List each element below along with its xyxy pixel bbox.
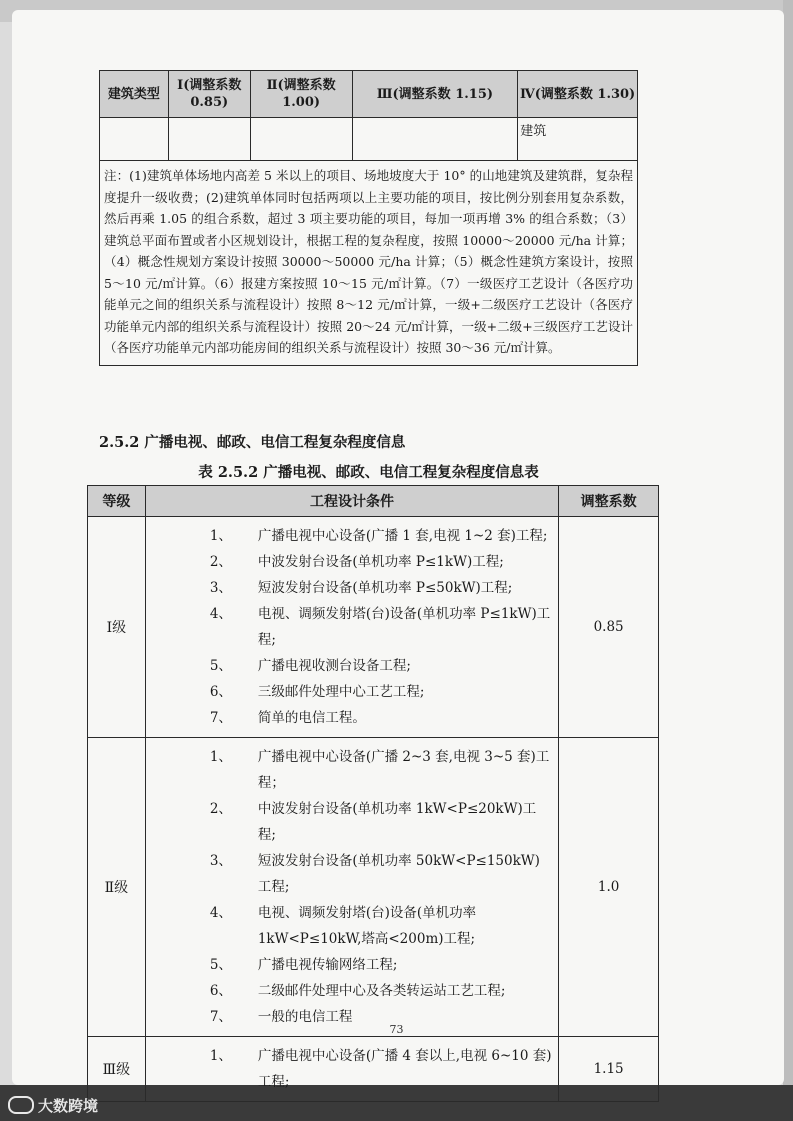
watermark-logo-icon — [8, 1096, 34, 1114]
item-text: 简单的电信工程。 — [257, 710, 366, 726]
item-number: 7、 — [209, 1009, 232, 1025]
list-item — [146, 796, 558, 848]
item-number: 2、 — [209, 801, 232, 817]
item-text: 三级邮件处理中心工艺工程; — [257, 684, 425, 700]
table-cell — [352, 118, 518, 161]
header-grade: 等级 — [88, 486, 146, 517]
header-grade-4: Ⅳ(调整系数 1.30) — [518, 71, 638, 118]
condition-list-cell — [145, 1037, 558, 1102]
list-item — [146, 679, 558, 705]
item-text: 电视、调频发射塔(台)设备(单机功率 P≤1kW)工程; — [257, 606, 551, 648]
item-text: 广播电视中心设备(广播 2~3 套,电视 3~5 套)工程； — [257, 749, 550, 791]
list-item — [146, 549, 558, 575]
item-text: 短波发射台设备(单机功率 P≤50kW)工程; — [257, 580, 513, 596]
grade-row — [88, 738, 659, 1037]
item-number: 6、 — [209, 684, 232, 700]
note-row — [100, 161, 638, 366]
header-conditions: 工程设计条件 — [145, 486, 558, 517]
page-number: 73 — [389, 1023, 404, 1036]
watermark — [8, 1095, 98, 1116]
list-item — [146, 601, 558, 653]
list-item — [146, 952, 558, 978]
grade-row — [88, 1037, 659, 1102]
condition-list — [146, 517, 558, 737]
condition-list-cell — [145, 517, 558, 738]
grade-label: Ⅲ级 — [88, 1037, 146, 1102]
coefficient-value: 1.15 — [559, 1037, 659, 1102]
item-number: 1、 — [209, 1048, 232, 1064]
coefficient-value: 1.0 — [559, 738, 659, 1037]
watermark-text: 大数跨境 — [38, 1097, 99, 1115]
header-coefficient: 调整系数 — [559, 486, 659, 517]
item-text: 二级邮件处理中心及各类转运站工艺工程; — [257, 983, 506, 999]
header-grade-1: Ⅰ(调整系数 0.85) — [168, 71, 250, 118]
item-number: 4、 — [209, 606, 232, 622]
table-cell: 建筑 — [518, 118, 638, 161]
list-item — [146, 900, 558, 952]
item-text: 电视、调频发射塔(台)设备(单机功率 1kW<P≤10kW,塔高<200m)工程; — [257, 905, 477, 947]
condition-list — [146, 738, 558, 1036]
item-number: 1、 — [209, 528, 232, 544]
item-number: 4、 — [209, 905, 232, 921]
item-number: 5、 — [209, 957, 232, 973]
item-number: 3、 — [209, 580, 232, 596]
item-text: 广播电视收测台设备工程; — [257, 658, 411, 674]
item-text: 短波发射台设备(单机功率 50kW<P≤150kW)工程; — [257, 853, 540, 895]
list-item — [146, 978, 558, 1004]
list-item — [146, 744, 558, 796]
item-text: 广播电视中心设备(广播 1 套,电视 1~2 套)工程; — [257, 528, 548, 544]
list-item — [146, 705, 558, 731]
table-header-row — [100, 71, 638, 118]
header-building-type: 建筑类型 — [100, 71, 169, 118]
list-item — [146, 848, 558, 900]
item-number: 2、 — [209, 554, 232, 570]
list-item — [146, 575, 558, 601]
condition-list — [146, 1037, 558, 1101]
header-grade-2: Ⅱ(调整系数 1.00) — [250, 71, 352, 118]
item-number: 5、 — [209, 658, 232, 674]
grade-label: Ⅰ级 — [88, 517, 146, 738]
item-text: 一般的电信工程 — [257, 1009, 353, 1025]
list-item — [146, 1043, 558, 1095]
broadcast-complexity-table — [87, 485, 659, 1102]
table-cell — [100, 118, 169, 161]
header-grade-3: Ⅲ(调整系数 1.15) — [352, 71, 518, 118]
item-number: 1、 — [209, 749, 232, 765]
grade-label: Ⅱ级 — [88, 738, 146, 1037]
building-complexity-table — [99, 70, 638, 366]
table-note: 注：(1)建筑单体场地内高差 5 米以上的项目、场地坡度大于 10° 的山地建筑及建筑群，复杂程度提升一级收费；(2)建筑单体同时包括两项以上主要功能的项目，按比例分别套用复杂系数，然后再乘 1.05 的组合系数，超过 3 项主要功能的项目，每加一项再增 3% 的组合系数；（3）建筑总平面布置或者小区规划设计，根据工程的复杂程度，按照 10000～20000 元/ha 计算；（4）概念性规划方案设计按照 30000～50000 元/ha 计算；（5）概念性建筑方案设计，按照 5～10 元/㎡计算。（6）报建方案按照 10～15 元/㎡计算。（7）一级医疗工艺设计（各医疗功能单元之间的组织关系与流程设计）按照 8～12 元/㎡计算，一级+二级医疗工艺设计（各医疗功能单元内部的组织关系与流程设计）按照 20～24 元/㎡计算，一级+二级+三级医疗工艺设计（各医疗功能单元内部功能房间的组织关系与流程设计）按照 30～36 元/㎡计算。 — [100, 161, 638, 366]
table-cell — [250, 118, 352, 161]
list-item — [146, 653, 558, 679]
table-header-row — [88, 486, 659, 517]
item-text: 中波发射台设备(单机功率 1kW<P≤20kW)工程; — [257, 801, 537, 843]
item-number: 7、 — [209, 710, 232, 726]
item-number: 6、 — [209, 983, 232, 999]
table-cell — [168, 118, 250, 161]
condition-list-cell — [145, 738, 558, 1037]
coefficient-value: 0.85 — [559, 517, 659, 738]
table-caption: 表 2.5.2 广播电视、邮政、电信工程复杂程度信息表 — [198, 464, 539, 481]
table-row — [100, 118, 638, 161]
item-text: 广播电视中心设备(广播 4 套以上,电视 6~10 套)工程; — [257, 1048, 552, 1090]
item-text: 广播电视传输网络工程; — [257, 957, 398, 973]
list-item — [146, 523, 558, 549]
item-text: 中波发射台设备(单机功率 P≤1kW)工程; — [257, 554, 504, 570]
item-number: 3、 — [209, 853, 232, 869]
section-heading: 2.5.2 广播电视、邮政、电信工程复杂程度信息 — [99, 434, 406, 451]
grade-row — [88, 517, 659, 738]
scan-border-right — [783, 0, 793, 1121]
